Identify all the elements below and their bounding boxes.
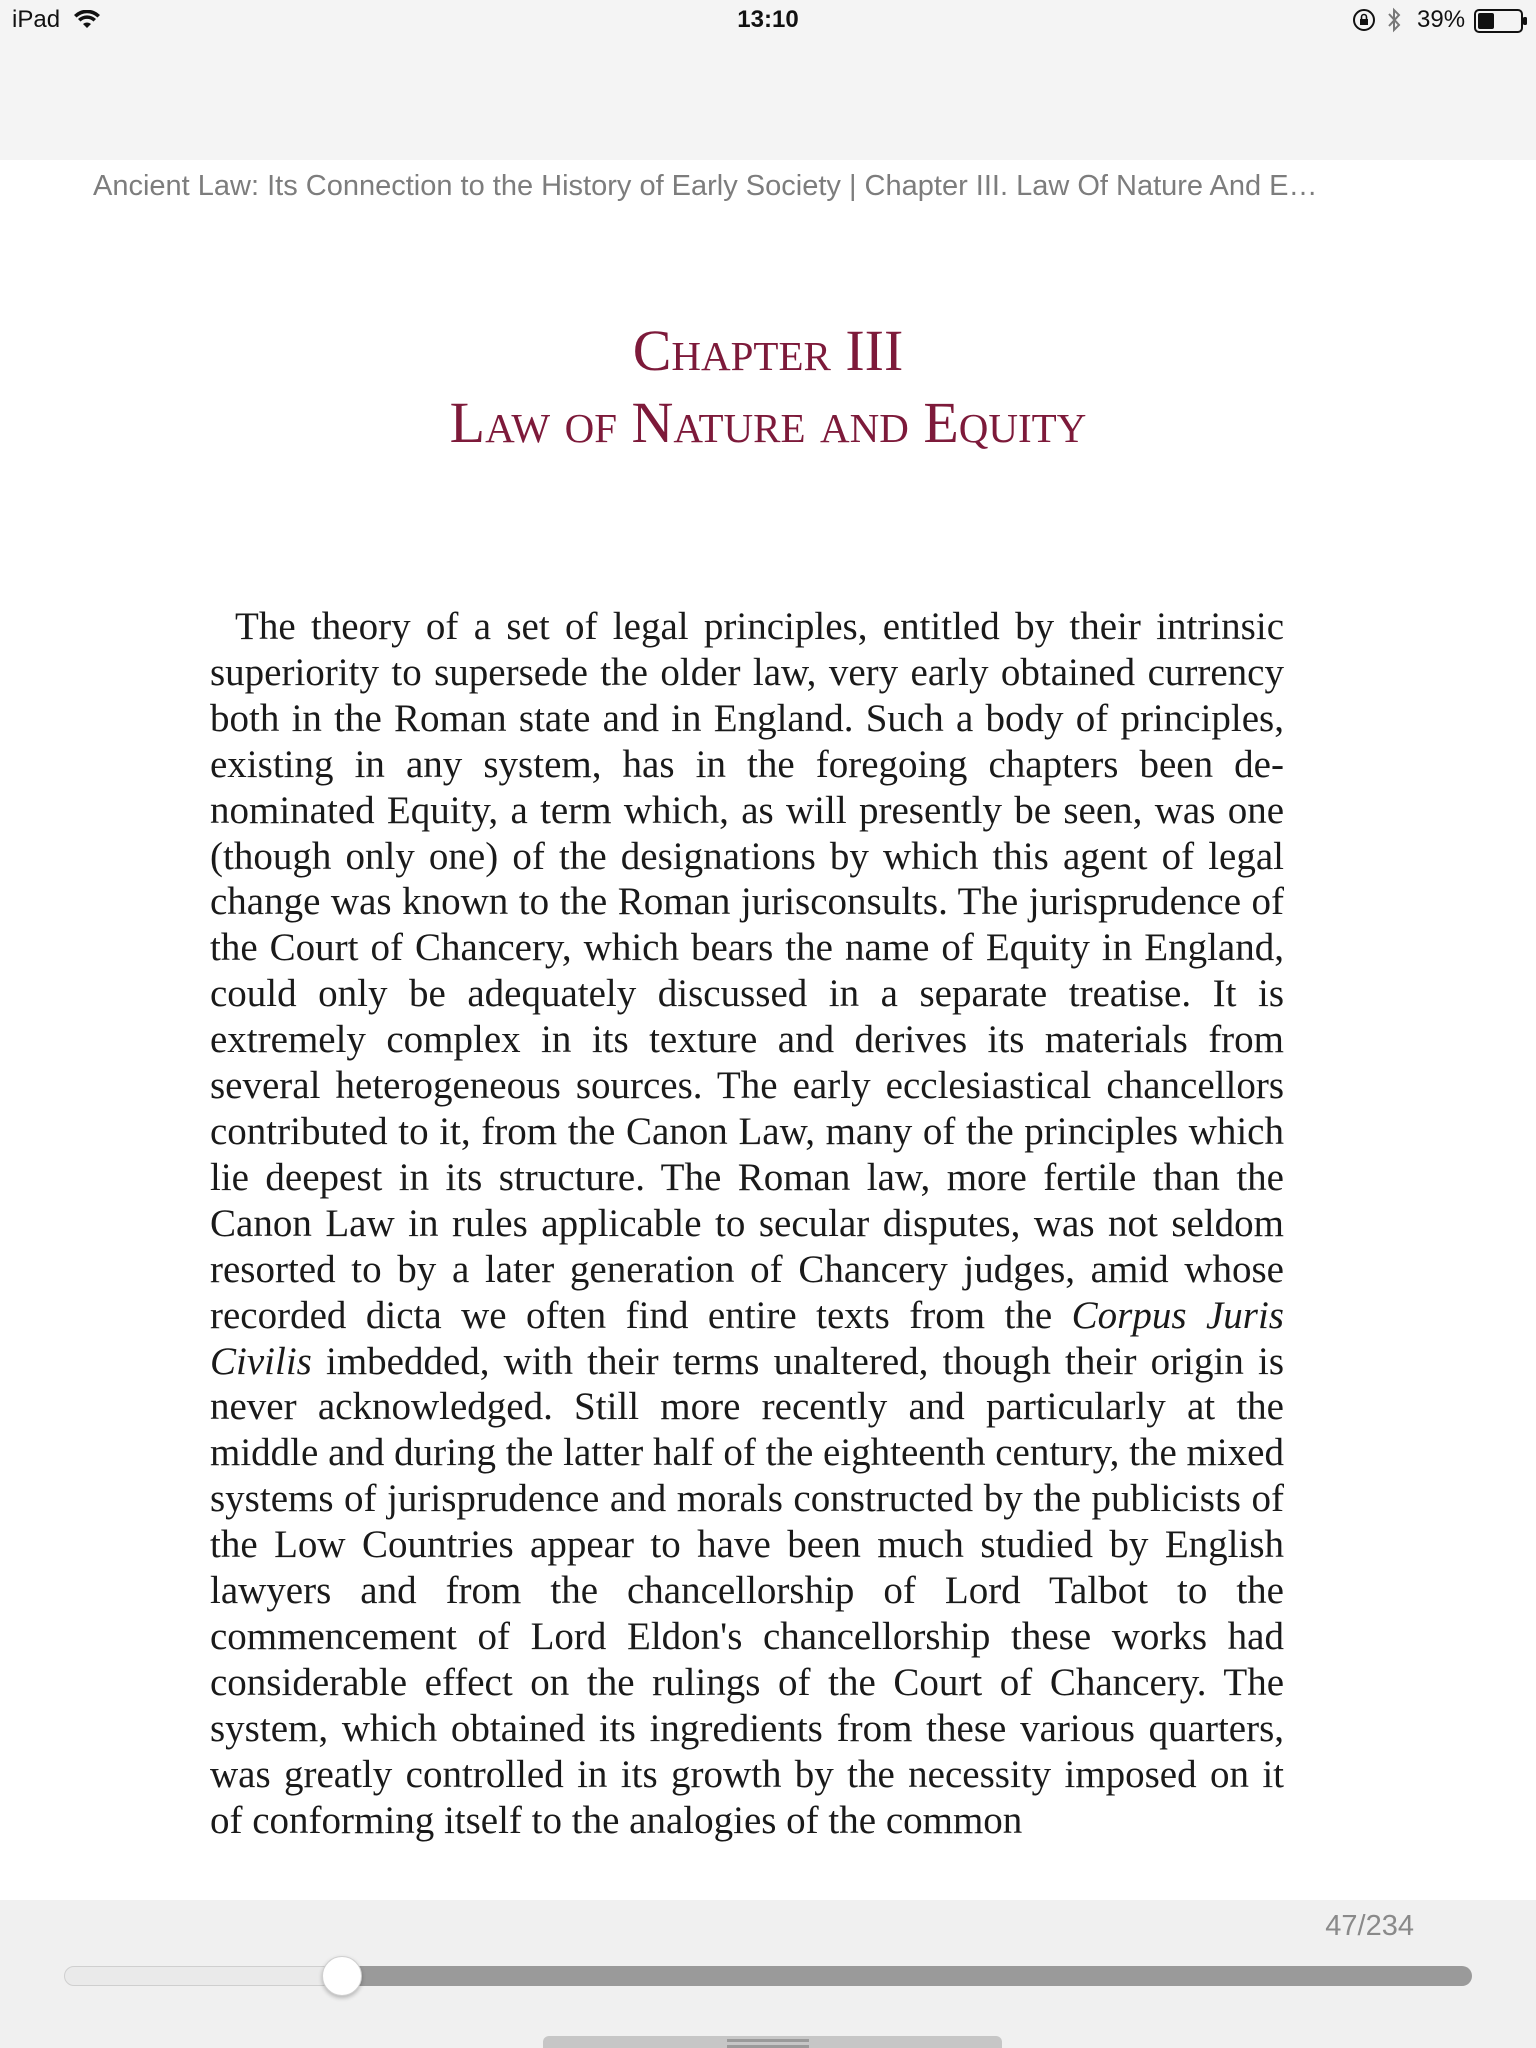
page-scrubber-thumb[interactable] (322, 1956, 362, 1996)
body-text-part2: imbedded, with their terms unaltered, though their origin is never acknowledged. Still more recently and particularly at the middle and during the latter half of the eighteenth century, the mixed systems of jurisprudence and morals constructed by the publicists of the Low Countries appear to have been much studied by English lawyers and from the chancellorship of Lord Talbot to the commencement of Lord Eldon's chancellorship these works had considerable effect on the rulings of the Court of Chancery. The system, which obtained its ingredients from these various quarters, was greatly controlled in its growth by the necessity imposed on it of conforming itself to the analogies of the common (210, 1339, 1284, 1842)
battery-percent: 39% (1417, 6, 1466, 33)
grip-icon (727, 2036, 809, 2048)
rotation-lock-icon (1352, 8, 1376, 32)
device-label: iPad (12, 6, 61, 33)
chapter-number: Chapter III (632, 318, 904, 383)
body-text-part1: The theory of a set of legal principles, entitled by their intrinsic superiority to supersede the older law, very early obtained currency both in the Roman state and in England. Such a body of principles, existing in any system, has in the foregoing chapters been denominated Equity, a term which, as will presently be seen, was one (though only one) of the designations by which this agent of legal change was known to the Roman jurisconsults. The jurisprudence of the Court of Chancery, which bears the name of Equity in England, could only be adequately discussed in a separate treatise. It is extremely complex in its texture and derives its materials from several heterogeneous sources. The early ecclesiastical chancellors contributed to it, from the Canon Law, many of the principles which lie deepest in its structure. The Roman law, more fertile than the Canon Law in rules applicable to secular disputes, was not seldom resorted to by a later generation of Chancery judges, amid whose recorded dicta we often find entire texts from the (210, 605, 1284, 1337)
status-time: 13:10 (737, 6, 799, 33)
page-scrubber-read[interactable] (64, 1966, 344, 1986)
breadcrumb: Ancient Law: Its Connection to the History of Early Society | Chapter III. Law Of Nature And E… (93, 170, 1318, 202)
body-text-italic: Corpus Juris Civilis (210, 1293, 1284, 1383)
bluetooth-icon (1386, 6, 1402, 34)
page-scrubber-remaining[interactable] (342, 1966, 1472, 1986)
body-paragraph (210, 604, 1284, 1843)
chapter-heading (0, 315, 1536, 459)
battery-icon (1474, 9, 1528, 33)
chapter-title: Law of Nature and Equity (449, 390, 1087, 455)
page-counter: 47/234 (1325, 1910, 1414, 1942)
